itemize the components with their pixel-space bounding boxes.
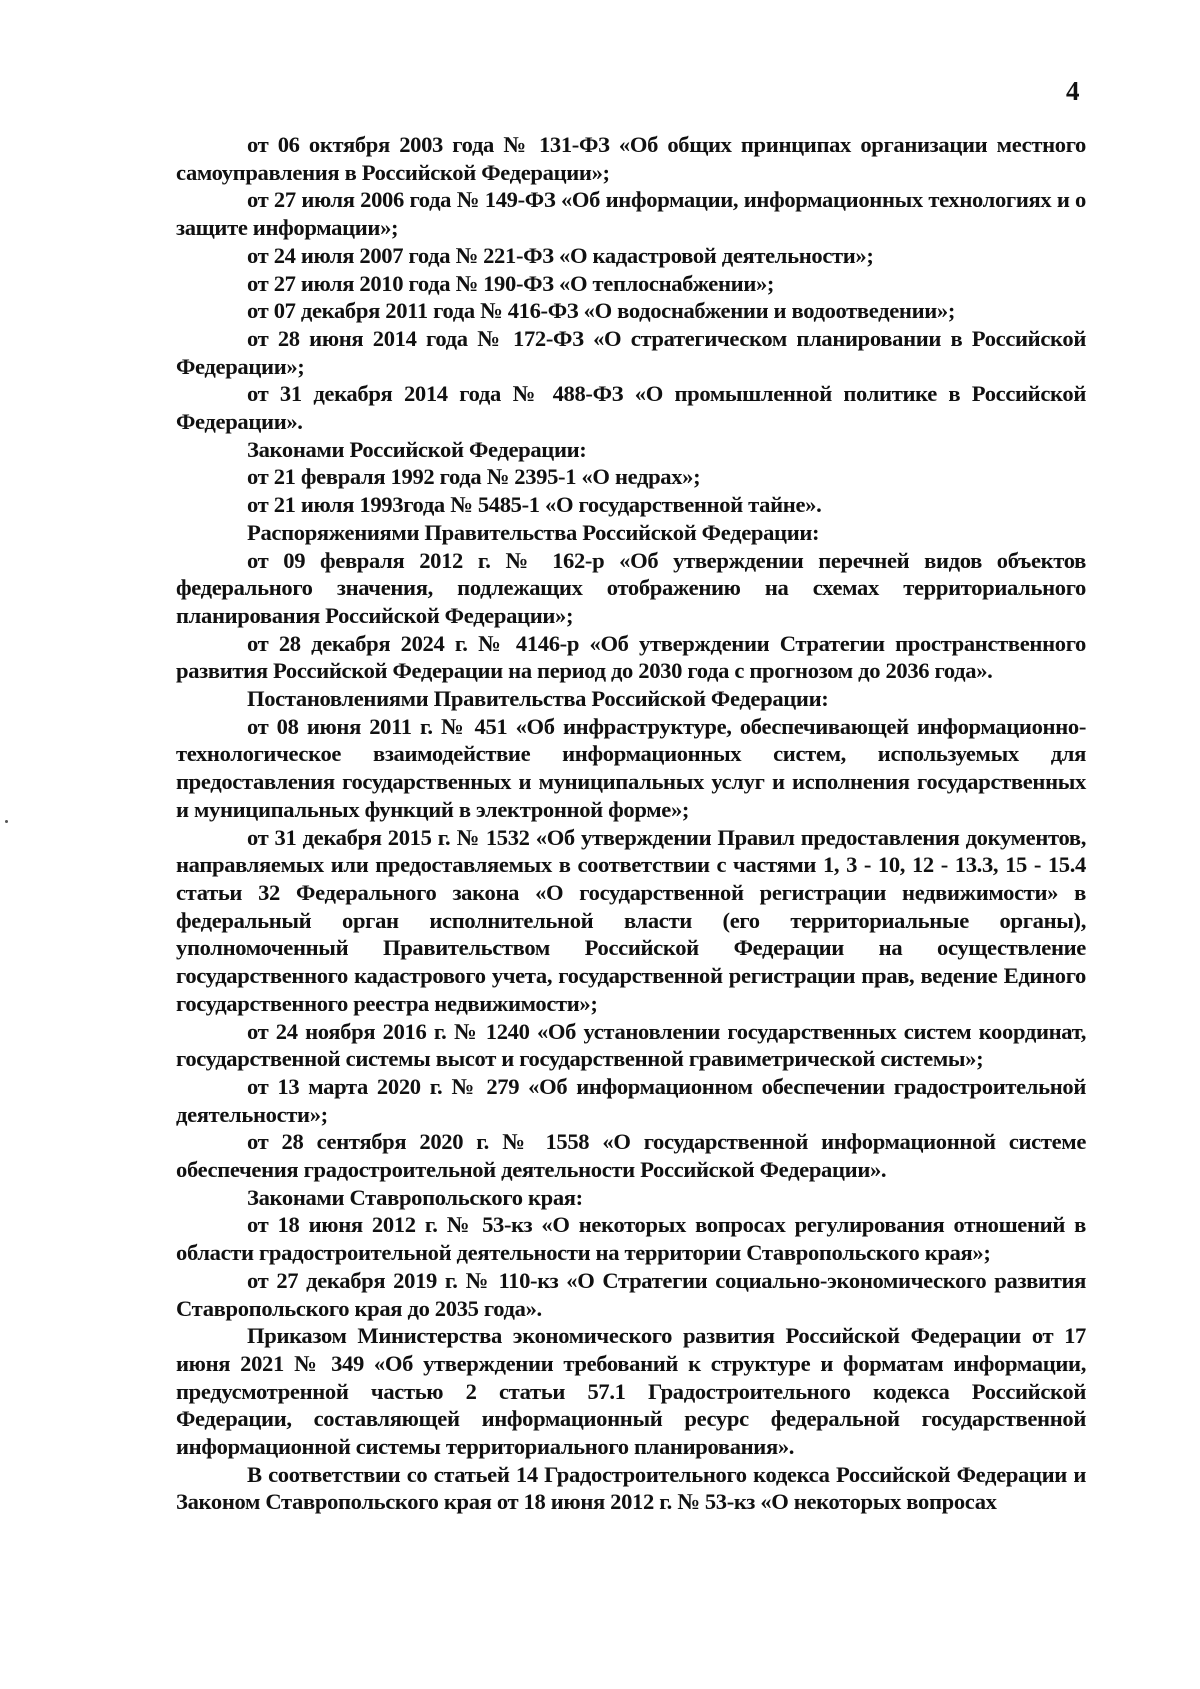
paragraph-resolution-1532: от 31 декабря 2015 г. № 1532 «Об утверждении Правил предоставления документов, направляемых или предоставляемых в соответствии с частями 1, 3 - 10, 12 - 13.3, 15 - 15.4 статьи 32 Федерального закона «О государственной регистрации недвижимости» в федеральный орган исполнительной власти (его территориальные органы), уполномоченный Правительством Российской Федерации на осуществление государственного кадастрового учета, государственной регистрации прав, ведение Единого государственного реестра недвижимости»;	[176, 824, 1086, 1016]
page-number: 4	[1066, 76, 1080, 106]
section-heading-government-orders: Распоряжениями Правительства Российской Федерации:	[247, 519, 820, 545]
paragraph-law-2395-1: от 21 февраля 1992 года № 2395-1 «О недрах»;	[247, 464, 701, 490]
paragraph-law-221-fz: от 24 июля 2007 года № 221-ФЗ «О кадастровой деятельности»;	[247, 242, 874, 268]
paragraph-resolution-279: от 13 марта 2020 г. № 279 «Об информационном обеспечении градостроительной деятельности»;	[176, 1073, 1086, 1127]
paragraph-law-190-fz: от 27 июля 2010 года № 190-ФЗ «О теплоснабжении»;	[247, 270, 775, 296]
paragraph-law-149-fz: от 27 июля 2006 года № 149-ФЗ «Об информации, информационных технологиях и о защите информации»;	[176, 187, 1086, 241]
paragraph-resolution-1558: от 28 сентября 2020 г. № 1558 «О государственной информационной системе обеспечения градостроительной деятельности Российской Федерации».	[176, 1129, 1086, 1183]
paragraph-order-162-r: от 09 февраля 2012 г. № 162-р «Об утверждении перечней видов объектов федерального значения, подлежащих отображению на схемах территориального планирования Российской Федерации»;	[176, 547, 1086, 628]
section-heading-rf-laws: Законами Российской Федерации:	[247, 436, 587, 462]
paragraph-article-14-basis: В соответствии со статьей 14 Градостроительного кодекса Российской Федерации и Законом Ставропольского края от 18 июня 2012 г. № 53-кз «О некоторых вопросах	[176, 1461, 1086, 1515]
section-heading-government-resolutions: Постановлениями Правительства Российской Федерации:	[247, 686, 829, 712]
paragraph-ministry-order-349: Приказом Министерства экономического развития Российской Федерации от 17 июня 2021 № 349 «Об утверждении требований к структуре и форматам информации, предусмотренной частью 2 статьи 57.1 Градостроительного кодекса Российской Федерации, составляющей информационный ресурс федеральной государственной информационной системы территориального планирования».	[176, 1323, 1086, 1460]
document-body	[176, 131, 1086, 1516]
paragraph-regional-law-110-kz: от 27 декабря 2019 г. № 110-кз «О Стратегии социально-экономического развития Ставропольского края до 2035 года».	[176, 1267, 1086, 1321]
paragraph-law-488-fz: от 31 декабря 2014 года № 488-ФЗ «О промышленной политике в Российской Федерации».	[176, 381, 1086, 435]
scan-speck	[5, 820, 8, 823]
paragraph-law-172-fz: от 28 июня 2014 года № 172-ФЗ «О стратегическом планировании в Российской Федерации»;	[176, 325, 1086, 379]
paragraph-order-4146-r: от 28 декабря 2024 г. № 4146-р «Об утверждении Стратегии пространственного развития Российской Федерации на период до 2030 года с прогнозом до 2036 года».	[176, 630, 1086, 684]
section-heading-regional-laws: Законами Ставропольского края:	[247, 1184, 583, 1210]
paragraph-resolution-1240: от 24 ноября 2016 г. № 1240 «Об установлении государственных систем координат, государственной системы высот и государственной гравиметрической системы»;	[176, 1018, 1086, 1072]
paragraph-law-5485-1: от 21 июля 1993года № 5485-1 «О государственной тайне».	[247, 492, 822, 518]
paragraph-resolution-451: от 08 июня 2011 г. № 451 «Об инфраструктуре, обеспечивающей информационно-технологическое взаимодействие информационных систем, используемых для предоставления государственных и муниципальных услуг и исполнения государственных и муниципальных функций в электронной форме»;	[176, 713, 1086, 822]
paragraph-law-416-fz: от 07 декабря 2011 года № 416-ФЗ «О водоснабжении и водоотведении»;	[247, 298, 956, 324]
paragraph-regional-law-53-kz: от 18 июня 2012 г. № 53-кз «О некоторых вопросах регулирования отношений в области градостроительной деятельности на территории Ставропольского края»;	[176, 1212, 1086, 1266]
paragraph-law-131-fz: от 06 октября 2003 года № 131-ФЗ «Об общих принципах организации местного самоуправления в Российской Федерации»;	[176, 132, 1086, 185]
